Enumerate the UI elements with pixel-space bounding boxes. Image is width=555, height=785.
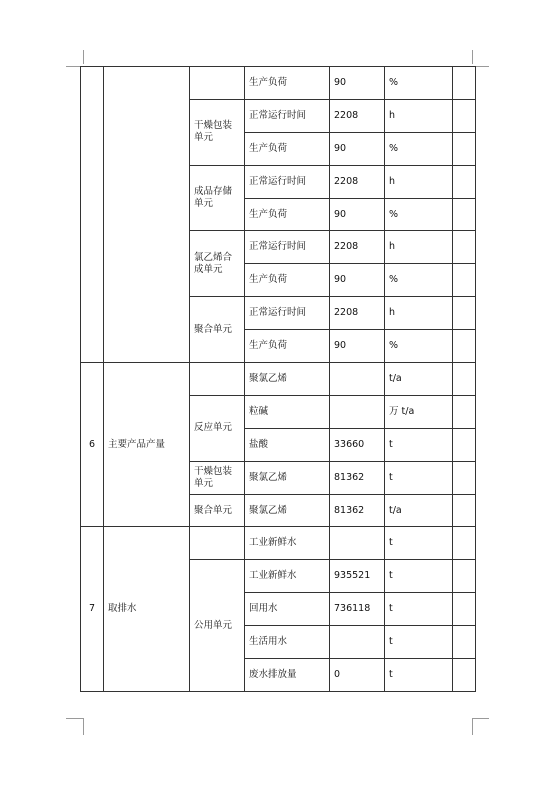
- remark-cell: [453, 659, 476, 692]
- remark-cell: [453, 297, 476, 330]
- measure-unit-cell: t: [385, 428, 453, 461]
- value-cell: [330, 395, 385, 428]
- crop-mark-bottom-right-h: [472, 718, 489, 719]
- unit-cell: 成品存储单元: [190, 165, 245, 231]
- remark-cell: [453, 560, 476, 593]
- measure-unit-cell: h: [385, 297, 453, 330]
- measure-unit-cell: %: [385, 330, 453, 363]
- item-cell: 生活用水: [245, 626, 330, 659]
- remark-cell: [453, 67, 476, 100]
- measure-unit-cell: %: [385, 264, 453, 297]
- unit-cell: 干燥包装单元: [190, 99, 245, 165]
- value-cell: 90: [330, 330, 385, 363]
- remark-cell: [453, 494, 476, 527]
- row-number-cell: 7: [81, 527, 104, 691]
- measure-unit-cell: %: [385, 67, 453, 100]
- measure-unit-cell: %: [385, 198, 453, 231]
- unit-cell: 反应单元: [190, 395, 245, 461]
- remark-cell: [453, 264, 476, 297]
- item-cell: 生产负荷: [245, 132, 330, 165]
- crop-mark-bottom-right-v: [472, 718, 473, 735]
- unit-cell: [190, 527, 245, 560]
- value-cell: 81362: [330, 494, 385, 527]
- item-cell: 工业新鲜水: [245, 560, 330, 593]
- row-number-cell: [81, 67, 104, 363]
- value-cell: 935521: [330, 560, 385, 593]
- row-number-cell: 6: [81, 363, 104, 527]
- remark-cell: [453, 132, 476, 165]
- category-cell: 主要产品产量: [104, 363, 190, 527]
- remark-cell: [453, 330, 476, 363]
- value-cell: [330, 626, 385, 659]
- remark-cell: [453, 198, 476, 231]
- table-row: [81, 527, 476, 560]
- remark-cell: [453, 165, 476, 198]
- remark-cell: [453, 395, 476, 428]
- measure-unit-cell: 万 t/a: [385, 395, 453, 428]
- table-row: [81, 67, 476, 100]
- measure-unit-cell: %: [385, 132, 453, 165]
- item-cell: 正常运行时间: [245, 231, 330, 264]
- item-cell: 废水排放量: [245, 659, 330, 692]
- item-cell: 生产负荷: [245, 330, 330, 363]
- remark-cell: [453, 527, 476, 560]
- unit-cell: 氯乙烯合成单元: [190, 231, 245, 297]
- remark-cell: [453, 363, 476, 396]
- value-cell: 33660: [330, 428, 385, 461]
- value-cell: 90: [330, 264, 385, 297]
- crop-mark-bottom-left-v: [83, 718, 84, 735]
- value-cell: 81362: [330, 461, 385, 494]
- measure-unit-cell: t: [385, 527, 453, 560]
- item-cell: 粒碱: [245, 395, 330, 428]
- category-cell: [104, 67, 190, 363]
- remark-cell: [453, 461, 476, 494]
- remark-cell: [453, 99, 476, 132]
- crop-mark-top-right-v: [472, 50, 473, 64]
- measure-unit-cell: t: [385, 593, 453, 626]
- unit-cell: 公用单元: [190, 560, 245, 692]
- item-cell: 聚氯乙烯: [245, 494, 330, 527]
- unit-cell: 聚合单元: [190, 297, 245, 363]
- remark-cell: [453, 231, 476, 264]
- item-cell: 正常运行时间: [245, 99, 330, 132]
- unit-cell: 聚合单元: [190, 494, 245, 527]
- item-cell: 生产负荷: [245, 198, 330, 231]
- measure-unit-cell: t/a: [385, 363, 453, 396]
- value-cell: 90: [330, 198, 385, 231]
- remark-cell: [453, 626, 476, 659]
- item-cell: 工业新鲜水: [245, 527, 330, 560]
- item-cell: 生产负荷: [245, 67, 330, 100]
- measure-unit-cell: t: [385, 560, 453, 593]
- item-cell: 生产负荷: [245, 264, 330, 297]
- value-cell: 2208: [330, 231, 385, 264]
- measure-unit-cell: t: [385, 626, 453, 659]
- value-cell: 736118: [330, 593, 385, 626]
- crop-mark-top-left-v: [83, 50, 84, 64]
- measure-unit-cell: h: [385, 231, 453, 264]
- measure-unit-cell: t/a: [385, 494, 453, 527]
- table-row: [81, 363, 476, 396]
- item-cell: 盐酸: [245, 428, 330, 461]
- item-cell: 聚氯乙烯: [245, 461, 330, 494]
- unit-cell: [190, 67, 245, 100]
- measure-unit-cell: t: [385, 461, 453, 494]
- item-cell: 正常运行时间: [245, 165, 330, 198]
- value-cell: 2208: [330, 165, 385, 198]
- unit-cell: 干燥包装单元: [190, 461, 245, 494]
- value-cell: 90: [330, 67, 385, 100]
- remark-cell: [453, 593, 476, 626]
- measure-unit-cell: h: [385, 165, 453, 198]
- value-cell: [330, 363, 385, 396]
- value-cell: 2208: [330, 99, 385, 132]
- item-cell: 聚氯乙烯: [245, 363, 330, 396]
- unit-cell: [190, 363, 245, 396]
- measure-unit-cell: t: [385, 659, 453, 692]
- parameter-table: [80, 66, 476, 692]
- crop-mark-top-left-h: [66, 66, 80, 67]
- item-cell: 回用水: [245, 593, 330, 626]
- remark-cell: [453, 428, 476, 461]
- value-cell: 0: [330, 659, 385, 692]
- measure-unit-cell: h: [385, 99, 453, 132]
- value-cell: 2208: [330, 297, 385, 330]
- value-cell: 90: [330, 132, 385, 165]
- crop-mark-bottom-left-h: [66, 718, 83, 719]
- value-cell: [330, 527, 385, 560]
- category-cell: 取排水: [104, 527, 190, 691]
- crop-mark-top-right-h: [475, 66, 489, 67]
- item-cell: 正常运行时间: [245, 297, 330, 330]
